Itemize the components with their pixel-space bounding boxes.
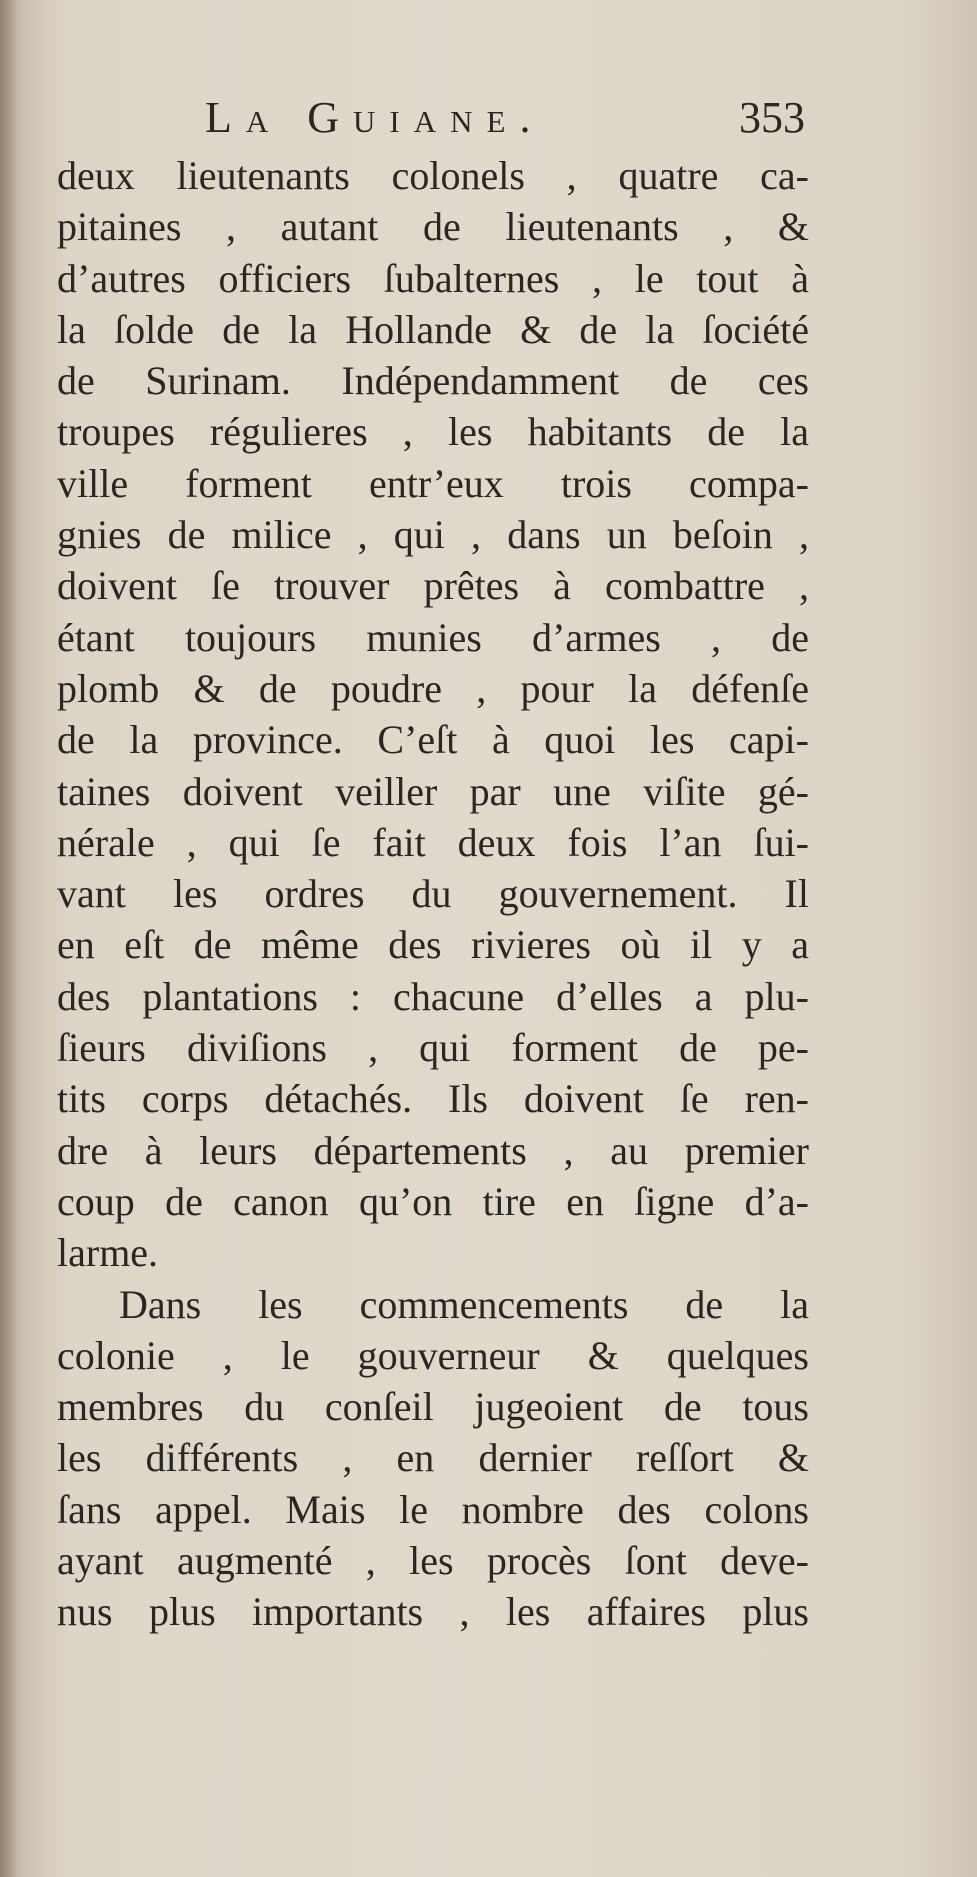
page-edge-shadow (0, 0, 18, 1877)
text-line: deux lieutenants colonels , quatre ca- (57, 153, 809, 198)
running-title: La Guiane. (205, 93, 545, 142)
text-line: coup de canon qu’on tire en ſigne d’a- (57, 1178, 809, 1224)
text-line: vant les ordres du gouvernement. Il (57, 871, 809, 917)
text-line: Dans les commencements de la (119, 1281, 809, 1327)
text-line: de Surinam. Indépendamment de ces (57, 358, 809, 404)
text-line: étant toujours munies d’armes , de (57, 614, 809, 660)
text-line: pitaines , autant de lieutenants , & (57, 204, 809, 250)
text-line: colonie , le gouverneur & quelques (57, 1332, 809, 1378)
text-line: des plantations : chacune d’elles a plu- (57, 973, 809, 1019)
text-line: de la province. C’eſt à quoi les capi- (57, 717, 809, 763)
text-line: ayant augmenté , les procès ſont deve- (57, 1538, 809, 1584)
text-line: dre à leurs départements , au premier (57, 1127, 809, 1173)
text-line: les différents , en dernier reſſort & (57, 1435, 809, 1481)
text-line: nérale , qui ſe fait deux fois l’an ſui- (57, 819, 809, 865)
text-line: gnies de milice , qui , dans un beſoin , (57, 512, 809, 558)
text-line: troupes régulieres , les habitants de la (57, 409, 809, 455)
page-number: 353 (739, 93, 805, 142)
text-line: taines doivent veiller par une viſite gé- (57, 768, 809, 814)
text-line: nus plus importants , les affaires plus (57, 1589, 809, 1635)
text-line: en eſt de même des rivieres où il y a (57, 922, 809, 968)
text-line: ville forment entr’eux trois compa- (57, 460, 809, 506)
text-line: membres du conſeil jugeoient de tous (57, 1384, 809, 1430)
text-line: larme. (57, 1230, 159, 1276)
body-text (57, 150, 809, 1638)
text-line: ſieurs diviſions , qui forment de pe- (57, 1025, 809, 1071)
text-line: doivent ſe trouver prêtes à combattre , (57, 563, 809, 609)
text-line: ſans appel. Mais le nombre des colons (57, 1486, 809, 1532)
text-line: tits corps détachés. Ils doivent ſe ren- (57, 1076, 809, 1122)
text-line: plomb & de poudre , pour la défenſe (57, 665, 809, 711)
page-header (205, 92, 815, 152)
text-line: d’autres officiers ſubalternes , le tout à (57, 255, 809, 301)
text-line: la ſolde de la Hollande & de la ſociété (57, 306, 809, 352)
